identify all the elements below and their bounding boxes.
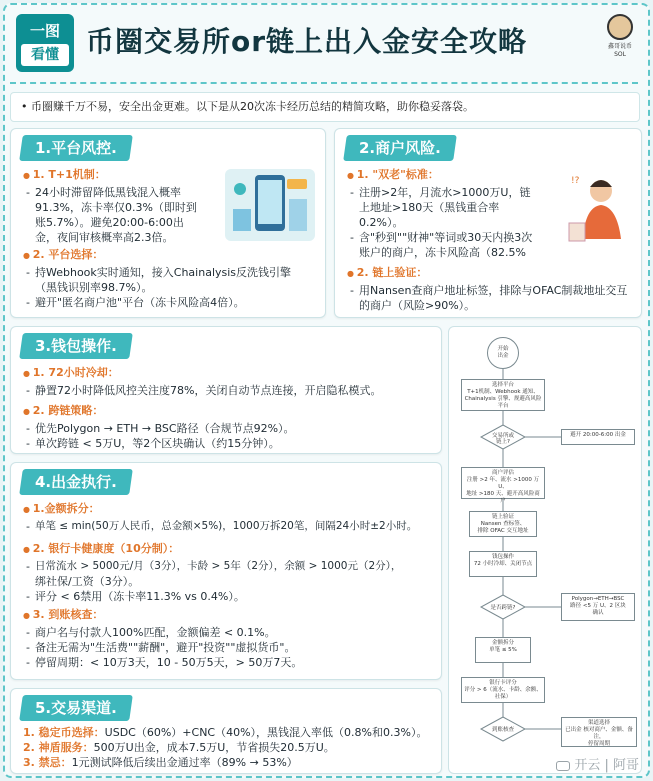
list-item: - 静置72小时降低风控关注度78%，关闭自动节点连接，开启隐私模式。 bbox=[23, 383, 435, 398]
list-item: - 备注无需为"生活费""薪酬"，避开"投资""虚拟货币"。 bbox=[23, 640, 437, 655]
header-divider bbox=[10, 82, 638, 84]
flow-decision-3: 到账核查 bbox=[491, 727, 514, 733]
list-item: - 注册>2年，月流水>1000万U，链 上地址>180天（黑钱重合率 0.2%）。 bbox=[347, 185, 557, 230]
list-item: - 日常流水 > 5000元/月（3分），卡龄 > 5年（2分），余额 > 1000元（2分）， 绑社保/工资（3分）。 bbox=[23, 559, 437, 589]
section-heading: ● 2. 跨链策略： bbox=[23, 403, 435, 419]
section-heading: ● 1. 72小时冷却： bbox=[23, 365, 435, 381]
list-item: - 避开"匿名商户池"平台（冻卡风险高4倍）。 bbox=[23, 295, 323, 310]
page-title: 币圈交易所or链上出入金安全攻略 bbox=[86, 25, 528, 58]
list-item: - 停留周期：< 10万3天，10 - 50万5天，> 50万7天。 bbox=[23, 655, 437, 670]
list-item: - 持Webhook实时通知，接入Chainalysis反洗钱引擎 （黑钱识别率98.7%）。 bbox=[23, 265, 323, 295]
section-heading: ● 3. 到账核查： bbox=[23, 607, 437, 623]
section-split bbox=[23, 501, 437, 534]
worried-person-illustration bbox=[565, 169, 635, 249]
flow-node-merchant: 商户评估 注册 >2 年、流水 >1000 万 U、 地址 >180 天、避开高风险商户 bbox=[461, 467, 545, 499]
list-item: - 用Nansen查商户地址标签，排除与OFAC制裁地址交互 的商户（风险>90%）。 bbox=[347, 283, 639, 313]
channel-line: 2. 神盾服务：500万U出金，成本7.5万U，节省损失20.5万U。 bbox=[23, 741, 335, 754]
card-title: 5.交易渠道. bbox=[19, 695, 132, 721]
watermark: 开云 | 阿哥 bbox=[556, 754, 639, 773]
section-cooldown bbox=[23, 365, 435, 398]
section-heading: ● 2. 平台选择： bbox=[23, 247, 323, 263]
section-arrival-check bbox=[23, 607, 437, 670]
phone-illustration bbox=[225, 169, 315, 241]
flow-node-split: 金额拆分 单笔 ≤ 5% bbox=[475, 637, 531, 663]
card-title: 3.钱包操作. bbox=[19, 333, 132, 359]
list-item: - 含"秒到""财神"等词或30天内换3次 账户的商户，冻卡风险高（82.5% bbox=[347, 230, 557, 260]
channel-line: 1. 稳定币选择：USDC（60%）+CNC（40%），黑钱混入率低（0.8%和0.3%）。 bbox=[23, 726, 428, 739]
flow-side-1: 避开 20:00-6:00 出金 bbox=[561, 429, 635, 445]
logo bbox=[16, 14, 74, 72]
header bbox=[8, 8, 645, 84]
card-execution bbox=[10, 462, 442, 680]
card-merchant bbox=[334, 128, 642, 318]
section-platform-choice bbox=[23, 247, 323, 310]
card-wallet bbox=[10, 326, 442, 454]
phone-icon bbox=[225, 169, 315, 241]
flow-node-wallet: 钱包操作 72 小时冷却、关闭节点 bbox=[469, 551, 537, 577]
section-card-health bbox=[23, 541, 437, 604]
section-crosschain bbox=[23, 403, 435, 451]
logo-line1: 一图 bbox=[29, 22, 60, 40]
section-channel-lines bbox=[23, 725, 437, 770]
flow-side-2: Polygon→ETH→BSC 路径 <5 万 U、2 区块 确认 bbox=[561, 593, 635, 621]
flow-decision-1: 交易所或 链上? bbox=[491, 433, 514, 445]
section-heading: ● 1. T+1机制： bbox=[23, 167, 219, 183]
flow-node-platform: 选择平台 T+1机制、Webhook 通知、 Chainalysis 引擎、规避高风险平台 bbox=[461, 379, 545, 411]
svg-text:!?: !? bbox=[571, 176, 580, 186]
list-item: - 商户名与付款人100%匹配，金额偏差 < 0.1%。 bbox=[23, 625, 437, 640]
author-stamp bbox=[603, 14, 637, 72]
section-onchain-verify bbox=[347, 265, 639, 313]
flow-node-bankcard: 银行卡评分 评分 > 6（流水、卡龄、余额、社保） bbox=[461, 677, 545, 703]
logo-line2: 看懂 bbox=[21, 44, 69, 66]
list-item: - 24小时滞留降低黑钱混入概率 91.3%，冻卡率仅0.3%（即时到 账5.7%）。避免20:00-6:00出 金，夜间审核概率高2.3倍。 bbox=[23, 185, 219, 245]
section-double-old bbox=[347, 167, 557, 260]
stamp-text: 鑫哥说币 SOL bbox=[607, 43, 632, 58]
list-item: - 优先Polygon → ETH → BSC路径（合规节点92%）。 bbox=[23, 421, 435, 436]
list-item: - 评分 < 6禁用（冻卡率11.3% vs 0.4%）。 bbox=[23, 589, 437, 604]
card-title: 1.平台风控. bbox=[19, 135, 132, 161]
section-heading: ● 1. "双老"标准： bbox=[347, 167, 557, 183]
intro-text: • 币圈赚千万不易，安全出金更难。以下是从20次冻卡经历总结的精简攻略，助你稳妥落袋。 bbox=[10, 92, 640, 122]
flow-start: 开始 出金 bbox=[487, 337, 519, 369]
list-item: - 单次跨链 < 5万U，等2个区块确认（约15分钟）。 bbox=[23, 436, 435, 451]
flow-node-onchain: 链上验证 Nansen 查标签、 排除 OFAC 交互地址 bbox=[469, 511, 537, 537]
list-item: - 单笔 ≤ min(50万人民币，总金额×5%)，1000万拆20笔，间隔24小时±2小时。 bbox=[23, 519, 437, 534]
flowchart bbox=[448, 326, 642, 774]
person-icon bbox=[565, 169, 635, 249]
section-heading: ● 2. 银行卡健康度（10分制）： bbox=[23, 541, 437, 557]
section-heading: ● 1.金额拆分： bbox=[23, 501, 437, 517]
avatar-icon bbox=[607, 14, 633, 40]
channel-line: 3. 禁忌：1元测试降低后续出金通过率（89% → 53%） bbox=[23, 756, 298, 769]
card-channel bbox=[10, 688, 442, 774]
flow-side-3: 渠道选择 已出金 核对商户、金额、备注， 停留周期 bbox=[561, 717, 637, 747]
section-heading: ● 2. 链上验证： bbox=[347, 265, 639, 281]
wechat-icon bbox=[556, 761, 570, 771]
card-title: 2.商户风险. bbox=[343, 135, 456, 161]
flow-decision-2: 是否跨链? bbox=[490, 605, 516, 611]
section-t1 bbox=[23, 167, 219, 245]
card-platform bbox=[10, 128, 326, 318]
card-title: 4.出金执行. bbox=[19, 469, 132, 495]
